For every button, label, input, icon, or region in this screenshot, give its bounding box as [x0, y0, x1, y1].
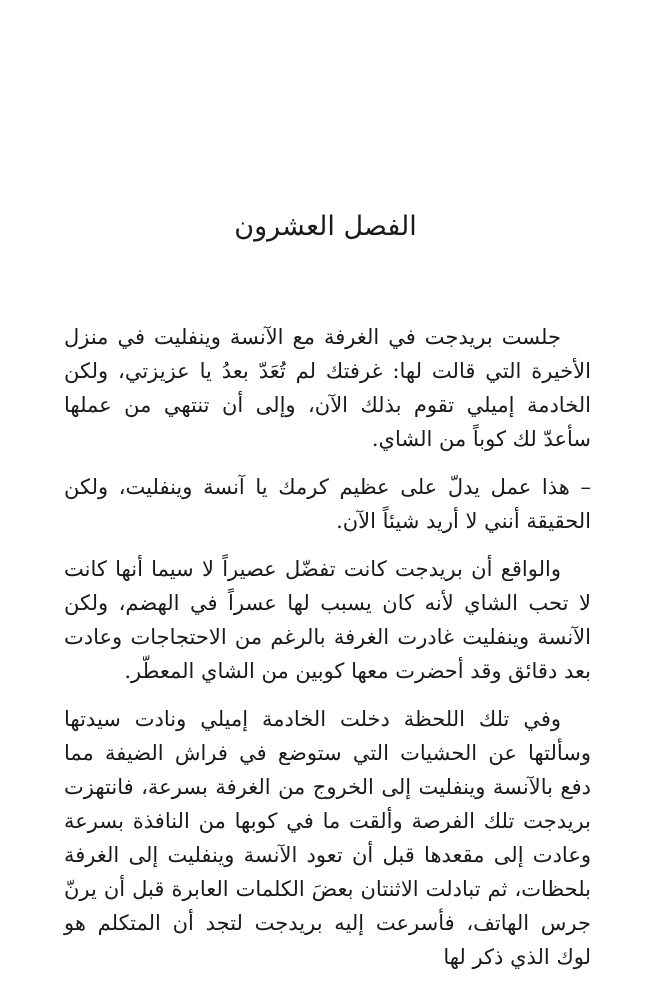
paragraph: وفي تلك اللحظة دخلت الخادمة إميلي ونادت سيدتها وسألتها عن الحشيات التي ستوضع في فراش الضيفة مما دفع بالآنسة وينفليت إلى الخروج من الغرفة بسرعة، فانتهزت بريدجت تلك الفرصة وألقت ما في كوبها من النافذة بسرعة وعادت إلى مقعدها قبل أن تعود الآنسة وينفليت إلى الغرفة بلحظات، ثم تبادلت الاثنتان بعضَ الكلمات العابرة قبل أن يرنّ جرس الهاتف، فأسرعت إليه بريدجت لتجد أن المتكلم هو لوك الذي ذكر لها — [64, 707, 591, 969]
paragraph: جلست بريدجت في الغرفة مع الآنسة وينفليت في منزل الأخيرة التي قالت لها: غرفتك لم تُعَدّ بعدُ يا عزيزتي، ولكن الخادمة إميلي تقوم بذلك الآن، وإلى أن تنتهي من عملها سأعدّ لك كوباً من الشاي. — [64, 325, 591, 451]
chapter-body — [64, 320, 591, 988]
paragraph: والواقع أن بريدجت كانت تفضّل عصيراً لا سيما أنها كانت لا تحب الشاي لأنه كان يسبب لها عسراً في الهضم، ولكن الآنسة وينفليت غادرت الغرفة بالرغم من الاحتجاجات وعادت بعد دقائق وقد أحضرت معها كوبين من الشاي المعطّر. — [64, 557, 591, 683]
paragraph-dialogue: – هذا عمل يدلّ على عظيم كرمك يا آنسة وينفليت، ولكن الحقيقة أنني لا أريد شيئاً الآن. — [64, 475, 591, 533]
chapter-title: الفصل العشرون — [234, 211, 417, 242]
